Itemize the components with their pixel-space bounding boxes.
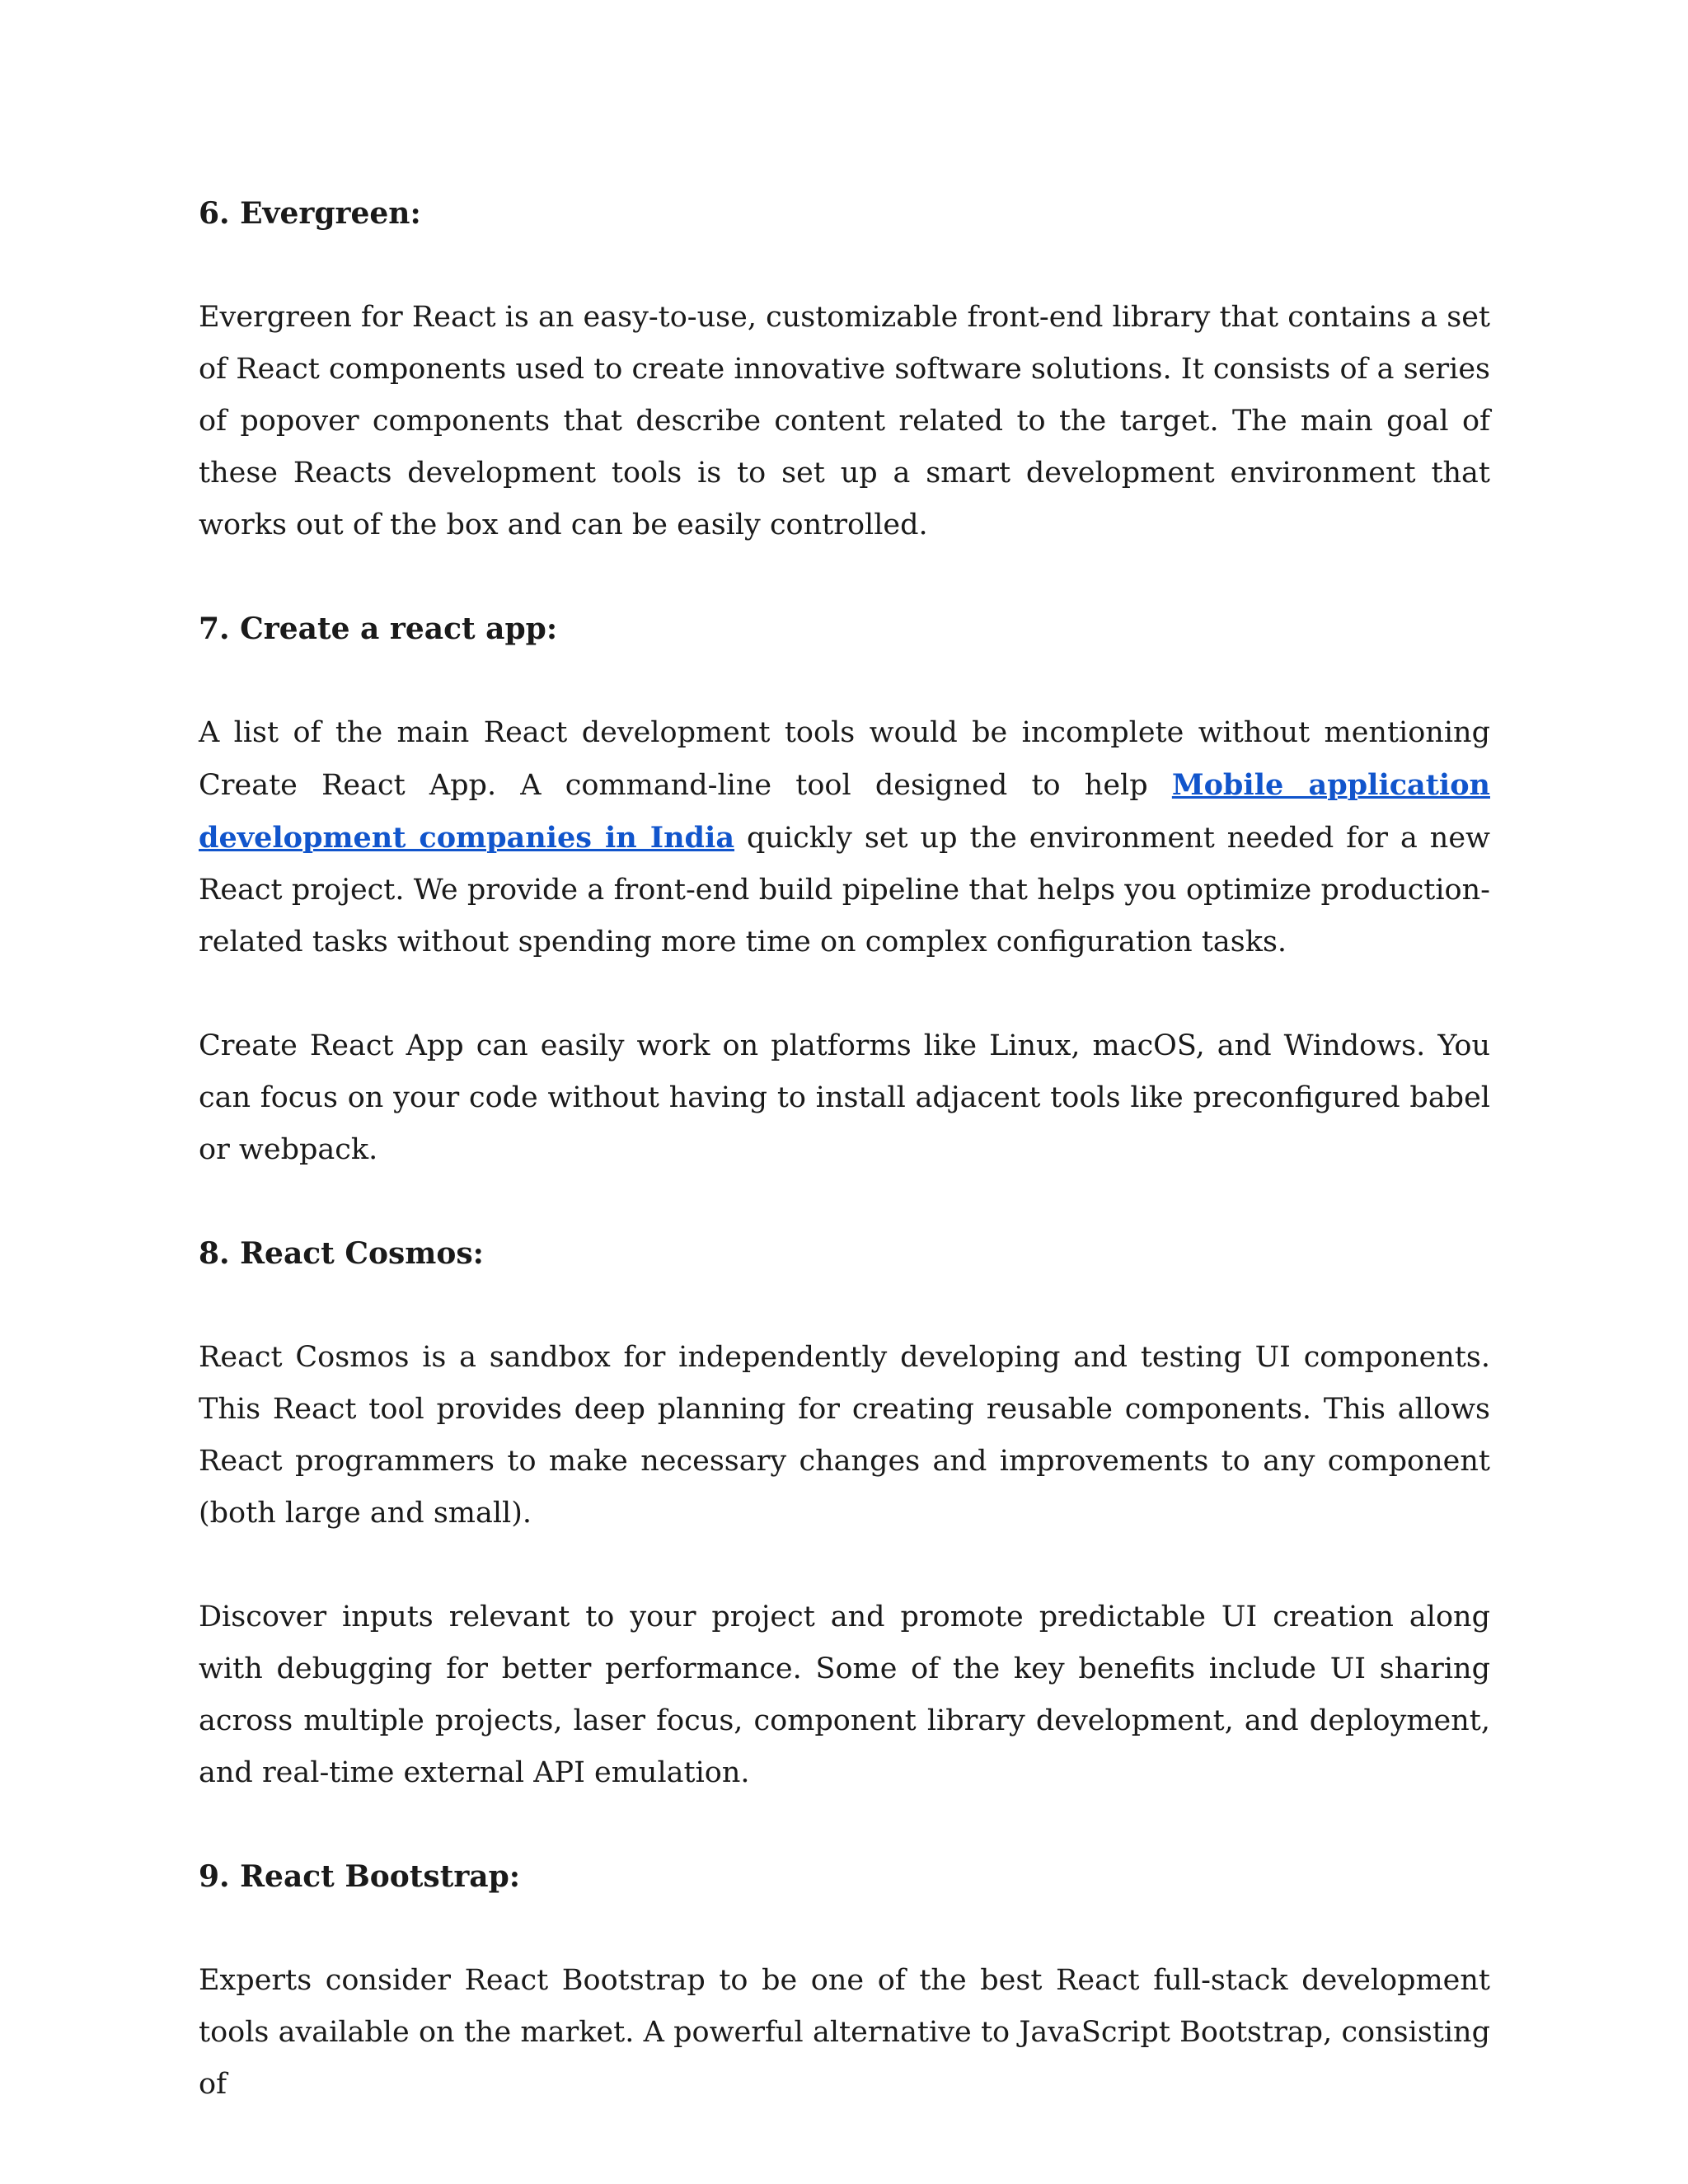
paragraph-react-cosmos-2: Discover inputs relevant to your project and promote predictable UI creation along with debugging for better performance. Some of the key benefits include UI sharing across multiple projects, laser focus, component library development, and deployment, and real-time external API emulation. xyxy=(199,1601,1490,1789)
spacer xyxy=(199,1280,1490,1332)
spacer xyxy=(199,1903,1490,1955)
section-heading-evergreen: 6. Evergreen: xyxy=(199,196,421,231)
paragraph-evergreen: Evergreen for React is an easy-to-use, customizable front-end library that contains a set of React components used to create innovative software solutions. It consists of a series of popover components that describe content related to the target. The main goal of these Reacts development tools is to set up a smart development environment that works out of the box and can be easily controlled. xyxy=(199,301,1490,541)
paragraph-react-bootstrap: Experts consider React Bootstrap to be one of the best React full-stack development tools available on the market. A powerful alternative to JavaScript Bootstrap, consisting of xyxy=(199,1964,1490,2101)
spacer xyxy=(199,1540,1490,1591)
section-heading-react-cosmos: 8. React Cosmos: xyxy=(199,1236,484,1271)
paragraph-react-cosmos-1: React Cosmos is a sandbox for independently developing and testing UI components. This React tool provides deep planning for creating reusable components. This allows React programmers to make necessary changes and improvements to any component (both large and small). xyxy=(199,1341,1490,1530)
document-body xyxy=(199,188,1490,2111)
spacer xyxy=(199,1799,1490,1851)
spacer xyxy=(199,1176,1490,1228)
section-heading-create-react-app: 7. Create a react app: xyxy=(199,612,558,646)
spacer xyxy=(199,551,1490,603)
spacer xyxy=(199,655,1490,707)
paragraph-text: A list of the main React development tools would be incomplete without mentioning Create React App. A command-line tool designed to help xyxy=(199,716,1490,802)
spacer xyxy=(199,240,1490,292)
paragraph-text: quickly set up the environment needed for a new React project. We provide a front-end build pipeline that helps you optimize production-related tasks without spending more time on complex configuration tasks. xyxy=(199,822,1491,958)
section-heading-react-bootstrap: 9. React Bootstrap: xyxy=(199,1859,521,1894)
paragraph-create-react-app-1 xyxy=(199,707,1490,968)
paragraph-create-react-app-2: Create React App can easily work on platforms like Linux, macOS, and Windows. You can focus on your code without having to install adjacent tools like preconfigured babel or webpack. xyxy=(199,1029,1490,1166)
mobile-app-development-link[interactable]: Mobile application development companies in India xyxy=(199,768,1490,855)
spacer xyxy=(199,968,1490,1020)
